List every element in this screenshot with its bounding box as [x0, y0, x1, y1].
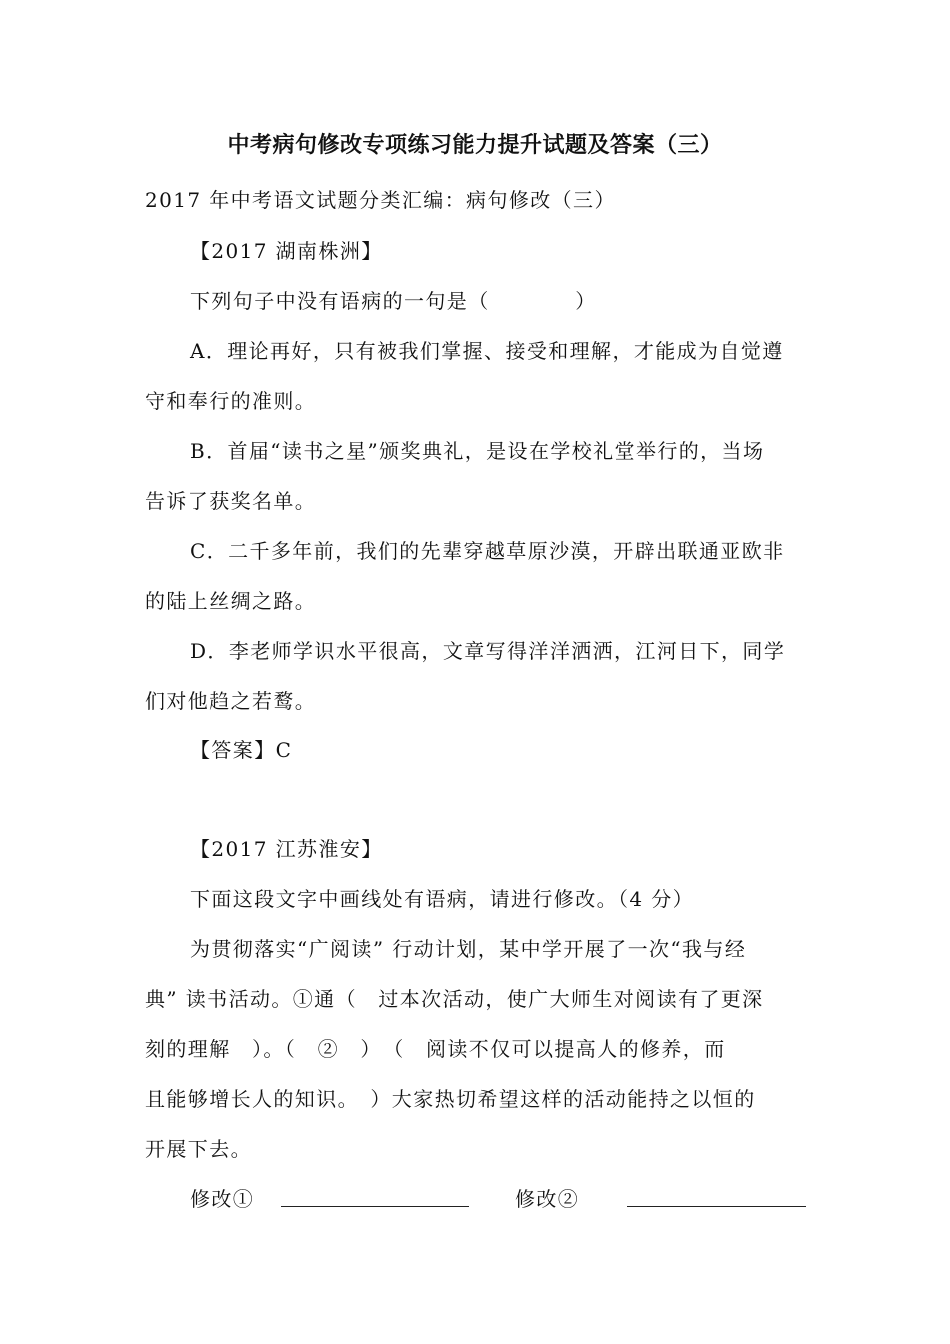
section-2-question: 下面这段文字中画线处有语病，请进行修改。（4 分）	[190, 887, 695, 911]
document-title: 中考病句修改专项练习能力提升试题及答案（三）	[227, 133, 723, 158]
option-b-line-2: 告诉了获奖名单。	[145, 489, 317, 513]
revision-1-blank[interactable]	[281, 1206, 469, 1207]
option-a-line-1: A．理论再好，只有被我们掌握、接受和理解，才能成为自觉遵	[190, 339, 784, 363]
document-subtitle: 2017 年中考语文试题分类汇编：病句修改（三）	[145, 188, 616, 212]
paragraph-line-4: 且能够增长人的知识。 ）大家热切希望这样的活动能持之以恒的	[145, 1087, 756, 1111]
option-b-line-1: B．首届“读书之星”颁奖典礼，是设在学校礼堂举行的，当场	[190, 439, 765, 463]
revision-1-label: 修改①	[190, 1187, 255, 1211]
revision-2-label: 修改②	[515, 1187, 580, 1211]
section-2-source: 【2017 江苏淮安】	[190, 837, 383, 861]
section-1-question: 下列句子中没有语病的一句是（ ）	[190, 289, 597, 313]
option-c-line-1: C．二千多年前，我们的先辈穿越草原沙漠，开辟出联通亚欧非	[190, 539, 785, 563]
paragraph-line-2: 典” 读书活动。①通（ 过本次活动，使广大师生对阅读有了更深	[145, 987, 764, 1011]
revision-2-blank[interactable]	[627, 1206, 806, 1207]
paragraph-line-1: 为贯彻落实“广阅读” 行动计划，某中学开展了一次“我与经	[190, 937, 747, 961]
paragraph-line-3: 刻的理解 ）。（ ② ） （ 阅读不仅可以提高人的修养，而	[145, 1037, 726, 1061]
option-c-line-2: 的陆上丝绸之路。	[145, 589, 317, 613]
option-a-line-2: 守和奉行的准则。	[145, 389, 317, 413]
option-d-line-1: D．李老师学识水平很高，文章写得洋洋洒洒，江河日下，同学	[190, 639, 786, 663]
option-d-line-2: 们对他趋之若鹜。	[145, 689, 317, 713]
section-1-source: 【2017 湖南株洲】	[190, 239, 383, 263]
paragraph-line-5: 开展下去。	[145, 1137, 252, 1161]
section-1-answer: 【答案】C	[190, 738, 293, 762]
